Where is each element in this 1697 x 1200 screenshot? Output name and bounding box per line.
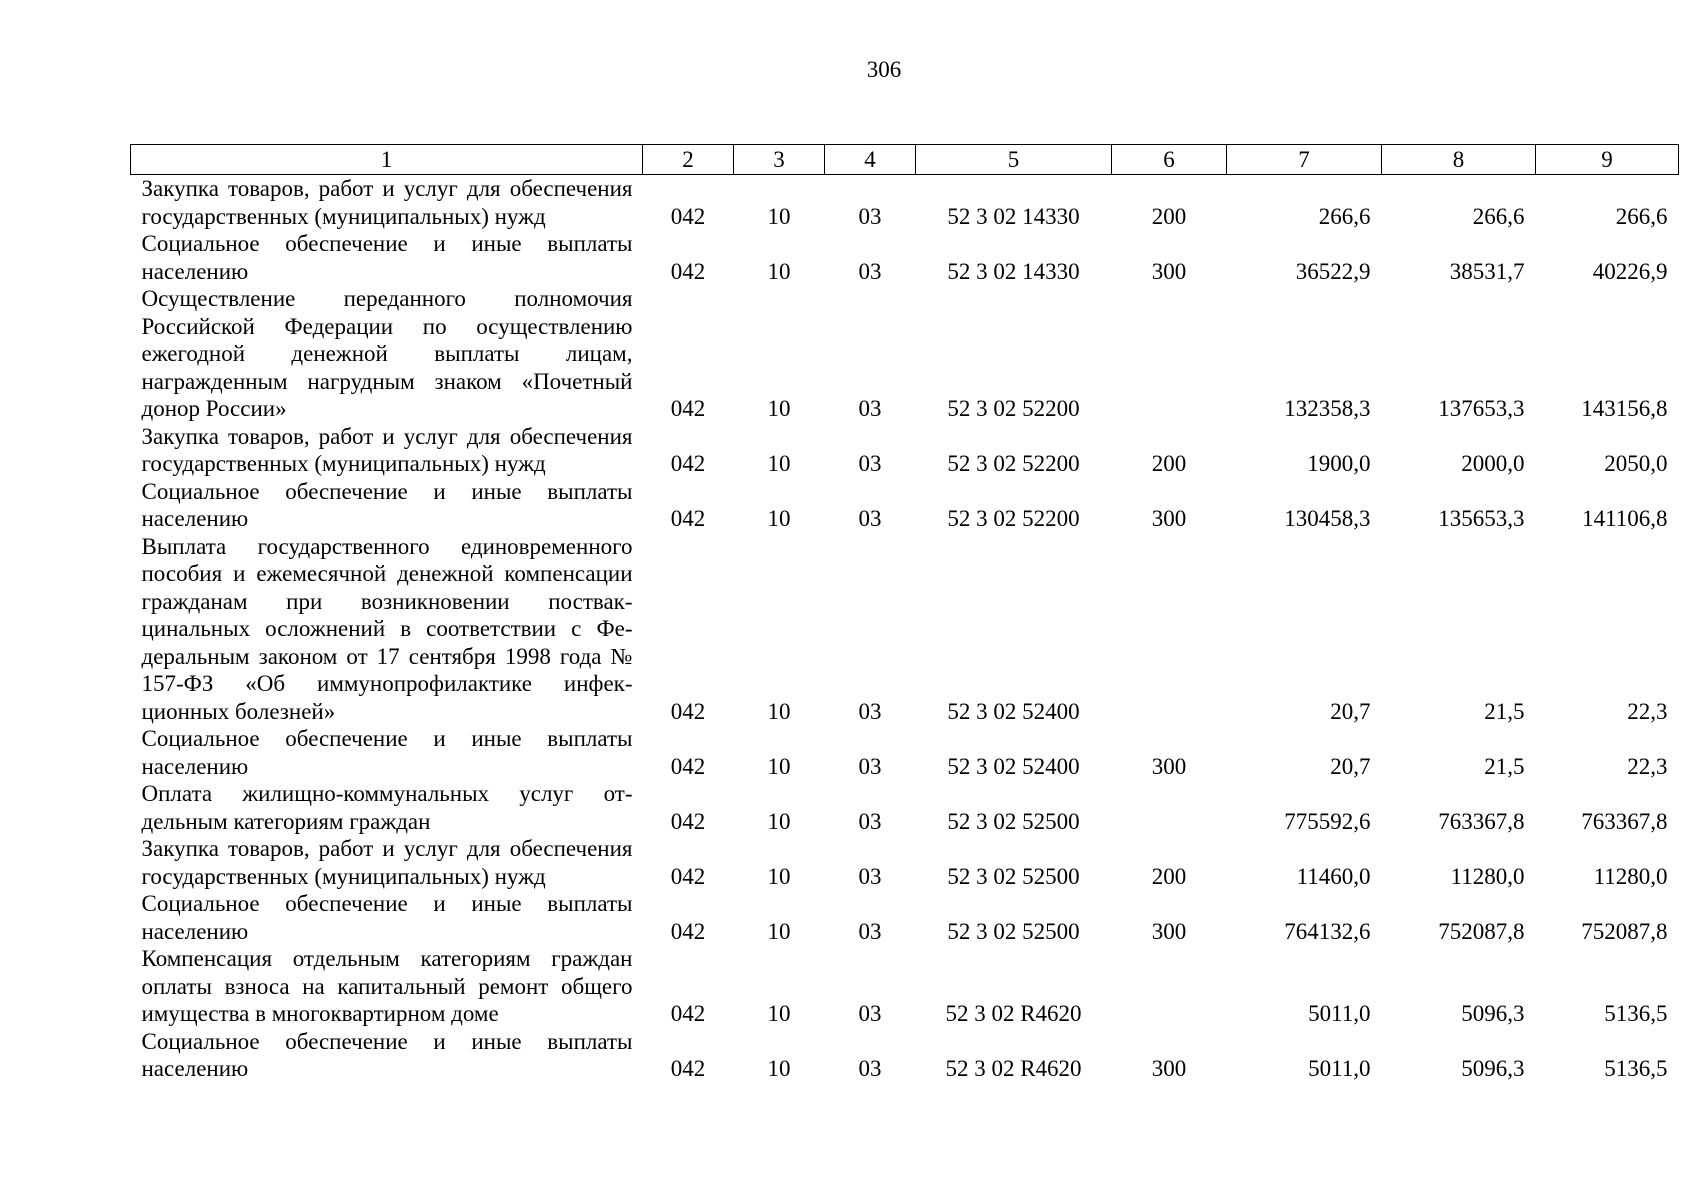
row-name-cell: Социальное обеспечение и иные выплаты населению [141, 231, 633, 284]
header-col-1: 1 [131, 145, 643, 175]
row-podrazdel-cell: 03 [858, 753, 882, 779]
row-razdel-cell: 10 [767, 863, 791, 889]
row-amount-col9-cell: 22,3 [1627, 698, 1668, 724]
row-razdel-cell: 10 [767, 258, 791, 284]
row-podrazdel-cell: 03 [858, 506, 882, 531]
row-podrazdel-cell: 03 [858, 808, 882, 834]
table-row [131, 230, 1679, 285]
table-header [131, 145, 1679, 175]
row-razdel-cell: 10 [767, 1056, 791, 1081]
table-row [131, 725, 1679, 780]
row-podrazdel-cell: 03 [858, 258, 882, 284]
row-amount-col9-cell: 11280,0 [1593, 863, 1668, 889]
row-glava-cell: 042 [670, 808, 706, 834]
row-razdel-cell: 10 [767, 506, 791, 531]
table-row [131, 175, 1679, 231]
row-glava-cell: 042 [670, 1056, 706, 1081]
row-expense-type-cell [1112, 533, 1227, 726]
row-target-article-cell: 52 3 02 52500 [947, 808, 1080, 834]
row-razdel-cell: 10 [767, 753, 791, 779]
row-expense-type-cell [1112, 780, 1227, 835]
row-glava-cell: 042 [670, 1001, 706, 1026]
row-razdel-cell: 10 [767, 918, 791, 944]
row-razdel-cell: 10 [767, 1001, 791, 1026]
row-glava-cell: 042 [670, 506, 706, 531]
row-glava-cell: 042 [670, 863, 706, 889]
table-row [131, 285, 1679, 423]
header-col-8: 8 [1382, 145, 1536, 175]
row-amount-col9-cell: 752087,8 [1581, 918, 1668, 944]
row-amount-col8-cell: 5096,3 [1461, 1001, 1525, 1026]
row-expense-type-cell: 200 [1151, 203, 1187, 229]
row-glava-cell: 042 [670, 753, 706, 779]
row-name-cell: Социальное обеспечение и иные выплаты населению [141, 891, 633, 944]
row-podrazdel-cell: 03 [858, 396, 882, 421]
row-amount-col8-cell: 21,5 [1484, 753, 1525, 779]
row-name-cell: Социальное обеспечение и иные выплаты населению [141, 726, 633, 779]
row-glava-cell: 042 [670, 918, 706, 944]
row-amount-col8-cell: 752087,8 [1438, 918, 1525, 944]
header-row [131, 145, 1679, 175]
row-glava-cell: 042 [670, 396, 706, 421]
header-col-7: 7 [1227, 145, 1382, 175]
row-amount-col7-cell: 20,7 [1330, 698, 1371, 724]
row-razdel-cell: 10 [767, 698, 791, 724]
row-expense-type-cell: 300 [1151, 506, 1187, 531]
header-col-5: 5 [916, 145, 1112, 175]
row-expense-type-cell: 300 [1151, 258, 1187, 284]
row-amount-col8-cell: 2000,0 [1461, 451, 1525, 476]
row-amount-col8-cell: 266,6 [1472, 203, 1525, 229]
row-target-article-cell: 52 3 02 52200 [947, 506, 1080, 531]
row-name-cell: Закупка товаров, работ и услуг для обеспечения государственных (муниципальных) нужд [141, 176, 633, 229]
row-amount-col8-cell: 21,5 [1484, 698, 1525, 724]
row-target-article-cell: 52 3 02 52400 [947, 753, 1080, 779]
table-body [131, 175, 1679, 1083]
row-expense-type-cell [1112, 945, 1227, 1028]
row-amount-col7-cell: 764132,6 [1284, 918, 1371, 944]
table-row [131, 945, 1679, 1028]
header-col-9: 9 [1536, 145, 1679, 175]
header-col-6: 6 [1112, 145, 1227, 175]
row-amount-col7-cell: 1900,0 [1307, 451, 1371, 476]
table-row [131, 478, 1679, 533]
row-name-cell: Компенсация отдельным категориям граждан оплаты взноса на капитальный ремонт общего имущества в многоквартирном доме [141, 946, 633, 1026]
row-amount-col7-cell: 5011,0 [1308, 1056, 1371, 1081]
row-target-article-cell: 52 3 02 14330 [947, 203, 1080, 229]
row-expense-type-cell: 300 [1151, 918, 1187, 944]
header-col-2: 2 [643, 145, 734, 175]
row-amount-col9-cell: 141106,8 [1582, 506, 1668, 531]
row-podrazdel-cell: 03 [858, 863, 882, 889]
row-amount-col9-cell: 22,3 [1627, 753, 1668, 779]
row-amount-col7-cell: 132358,3 [1284, 396, 1371, 421]
row-amount-col9-cell: 2050,0 [1604, 451, 1668, 476]
row-podrazdel-cell: 03 [858, 203, 882, 229]
budget-table [130, 144, 1679, 1083]
row-podrazdel-cell: 03 [858, 451, 882, 476]
row-glava-cell: 042 [670, 698, 706, 724]
table-row [131, 835, 1679, 890]
row-name-cell: Социальное обеспечение и иные выплаты населению [141, 1028, 633, 1081]
table-row [131, 780, 1679, 835]
row-target-article-cell: 52 3 02 R4620 [945, 1056, 1082, 1081]
row-razdel-cell: 10 [767, 451, 791, 476]
row-razdel-cell: 10 [767, 808, 791, 834]
row-expense-type-cell: 200 [1151, 863, 1187, 889]
row-amount-col9-cell: 40226,9 [1592, 258, 1668, 284]
row-expense-type-cell: 200 [1151, 451, 1187, 476]
row-amount-col9-cell: 5136,5 [1604, 1056, 1668, 1081]
row-amount-col7-cell: 11460,0 [1296, 863, 1371, 889]
row-name-cell: Закупка товаров, работ и услуг для обеспечения государственных (муниципальных) нужд [141, 423, 633, 476]
row-amount-col7-cell: 5011,0 [1308, 1001, 1371, 1026]
table-row [131, 423, 1679, 478]
row-razdel-cell: 10 [767, 396, 791, 421]
row-amount-col9-cell: 763367,8 [1581, 808, 1668, 834]
table-row [131, 533, 1679, 726]
table-row [131, 890, 1679, 945]
row-amount-col7-cell: 266,6 [1318, 203, 1371, 229]
row-glava-cell: 042 [670, 451, 706, 476]
table-row [131, 1028, 1679, 1083]
budget-table-container [130, 144, 1678, 1083]
row-target-article-cell: 52 3 02 52200 [947, 396, 1080, 421]
row-glava-cell: 042 [670, 258, 706, 284]
row-target-article-cell: 52 3 02 52500 [947, 918, 1080, 944]
page-number: 306 [866, 57, 902, 82]
row-name-cell: Выплата государственного единовременного пособия и ежемесячной денежной компенсации гражданам при возникновении поствакцинальных осложнений в соответствии с Федеральным законом от 17 сентября 1998 года № 157-ФЗ «Об иммунопрофилактике инфекционных болезней» [141, 533, 633, 724]
row-amount-col7-cell: 130458,3 [1284, 506, 1371, 531]
row-target-article-cell: 52 3 02 52400 [947, 698, 1080, 724]
row-amount-col8-cell: 5096,3 [1461, 1056, 1525, 1081]
row-target-article-cell: 52 3 02 52500 [947, 863, 1080, 889]
row-expense-type-cell: 300 [1151, 1056, 1187, 1081]
row-expense-type-cell [1112, 285, 1227, 423]
header-col-3: 3 [734, 145, 825, 175]
row-glava-cell: 042 [670, 203, 706, 229]
row-amount-col7-cell: 775592,6 [1284, 808, 1371, 834]
row-target-article-cell: 52 3 02 14330 [947, 258, 1080, 284]
row-amount-col8-cell: 763367,8 [1438, 808, 1525, 834]
row-name-cell: Оплата жилищно-коммунальных услуг отдельным категориям граждан [141, 781, 633, 834]
row-amount-col7-cell: 20,7 [1330, 753, 1371, 779]
row-razdel-cell: 10 [767, 203, 791, 229]
row-name-cell: Закупка товаров, работ и услуг для обеспечения государственных (муниципальных) нужд [141, 836, 633, 889]
row-podrazdel-cell: 03 [858, 698, 882, 724]
row-name-cell: Осуществление переданного полномочия Российской Федерации по осуществлению ежегодной денежной выплаты лицам, награжденным нагрудным знаком «Почетный донор России» [141, 286, 633, 421]
row-podrazdel-cell: 03 [858, 1056, 882, 1081]
row-amount-col9-cell: 143156,8 [1581, 396, 1668, 421]
row-target-article-cell: 52 3 02 52200 [947, 451, 1080, 476]
row-expense-type-cell: 300 [1151, 753, 1187, 779]
row-amount-col7-cell: 36522,9 [1295, 258, 1371, 284]
row-amount-col8-cell: 135653,3 [1438, 506, 1525, 531]
row-amount-col8-cell: 11280,0 [1450, 863, 1525, 889]
row-amount-col9-cell: 266,6 [1615, 203, 1668, 229]
row-amount-col8-cell: 137653,3 [1438, 396, 1525, 421]
header-col-4: 4 [825, 145, 916, 175]
row-podrazdel-cell: 03 [858, 1001, 882, 1026]
row-target-article-cell: 52 3 02 R4620 [945, 1001, 1082, 1026]
row-amount-col9-cell: 5136,5 [1604, 1001, 1668, 1026]
row-name-cell: Социальное обеспечение и иные выплаты населению [141, 478, 633, 531]
row-podrazdel-cell: 03 [858, 918, 882, 944]
row-amount-col8-cell: 38531,7 [1449, 258, 1525, 284]
